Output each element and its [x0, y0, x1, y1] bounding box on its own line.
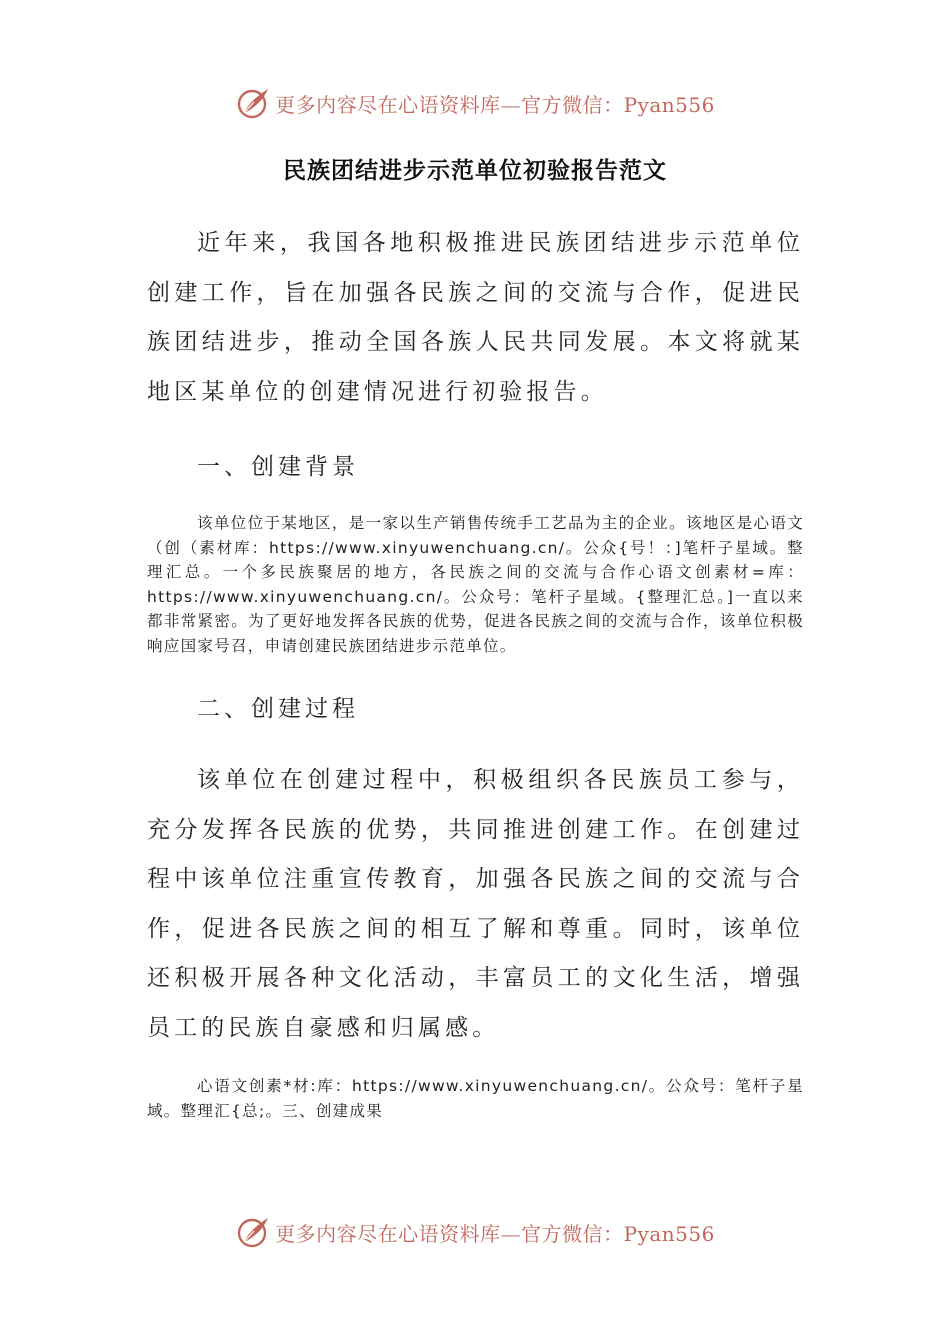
quill-logo-icon [235, 85, 271, 121]
paragraph-intro: 近年来，我国各地积极推进民族团结进步示范单位创建工作，旨在加强各民族之间的交流与合作，促进民族团结进步，推动全国各族人民共同发展。本文将就某地区某单位的创建情况进行初验报告。 [147, 230, 804, 405]
header-banner [0, 83, 950, 123]
banner-text [275, 1218, 715, 1247]
quill-logo-icon [235, 1214, 271, 1250]
heading-process: 二、创建过程 [197, 696, 359, 722]
heading-background: 一、创建背景 [197, 454, 359, 480]
paragraph-background: 该单位位于某地区，是一家以生产销售传统手工艺品为主的企业。该地区是心语文（创（素材库：https://www.xinyuwenchuang.cn/。公众{号！：]笔杆子星域。整理汇总。一个多民族聚居的地方，各民族之间的交流与合作心语文创素材=库：https://www.xinyuwenchuang.cn/。公众号：笔杆子星域。{整理汇总。]一直以来都非常紧密。为了更好地发挥各民族的优势，促进各民族之间的交流与合作，该单位积极响应国家号召，申请创建民族团结进步示范单位。 [147, 514, 804, 655]
banner-separator: — [500, 92, 522, 117]
banner-separator: — [500, 1221, 522, 1246]
banner-wechat-text: 官方微信：Pyan556 [521, 92, 715, 117]
paragraph-process: 该单位在创建过程中，积极组织各民族员工参与，充分发挥各民族的优势，共同推进创建工作。在创建过程中该单位注重宣传教育，加强各民族之间的交流与合作，促进各民族之间的相互了解和尊重。同时，该单位还积极开展各种文化活动，丰富员工的文化生活，增强员工的民族自豪感和归属感。 [147, 767, 804, 1041]
banner-main-text: 更多内容尽在心语资料库 [275, 1221, 501, 1246]
footer-banner [0, 1212, 950, 1252]
document-title: 民族团结进步示范单位初验报告范文 [283, 158, 667, 184]
paragraph-results: 心语文创素*材:库：https://www.xinyuwenchuang.cn/。公众号：笔杆子星域。整理汇{总;。三、创建成果 [147, 1077, 804, 1120]
banner-text [275, 89, 715, 118]
banner-wechat-text: 官方微信：Pyan556 [521, 1221, 715, 1246]
banner-main-text: 更多内容尽在心语资料库 [275, 92, 501, 117]
